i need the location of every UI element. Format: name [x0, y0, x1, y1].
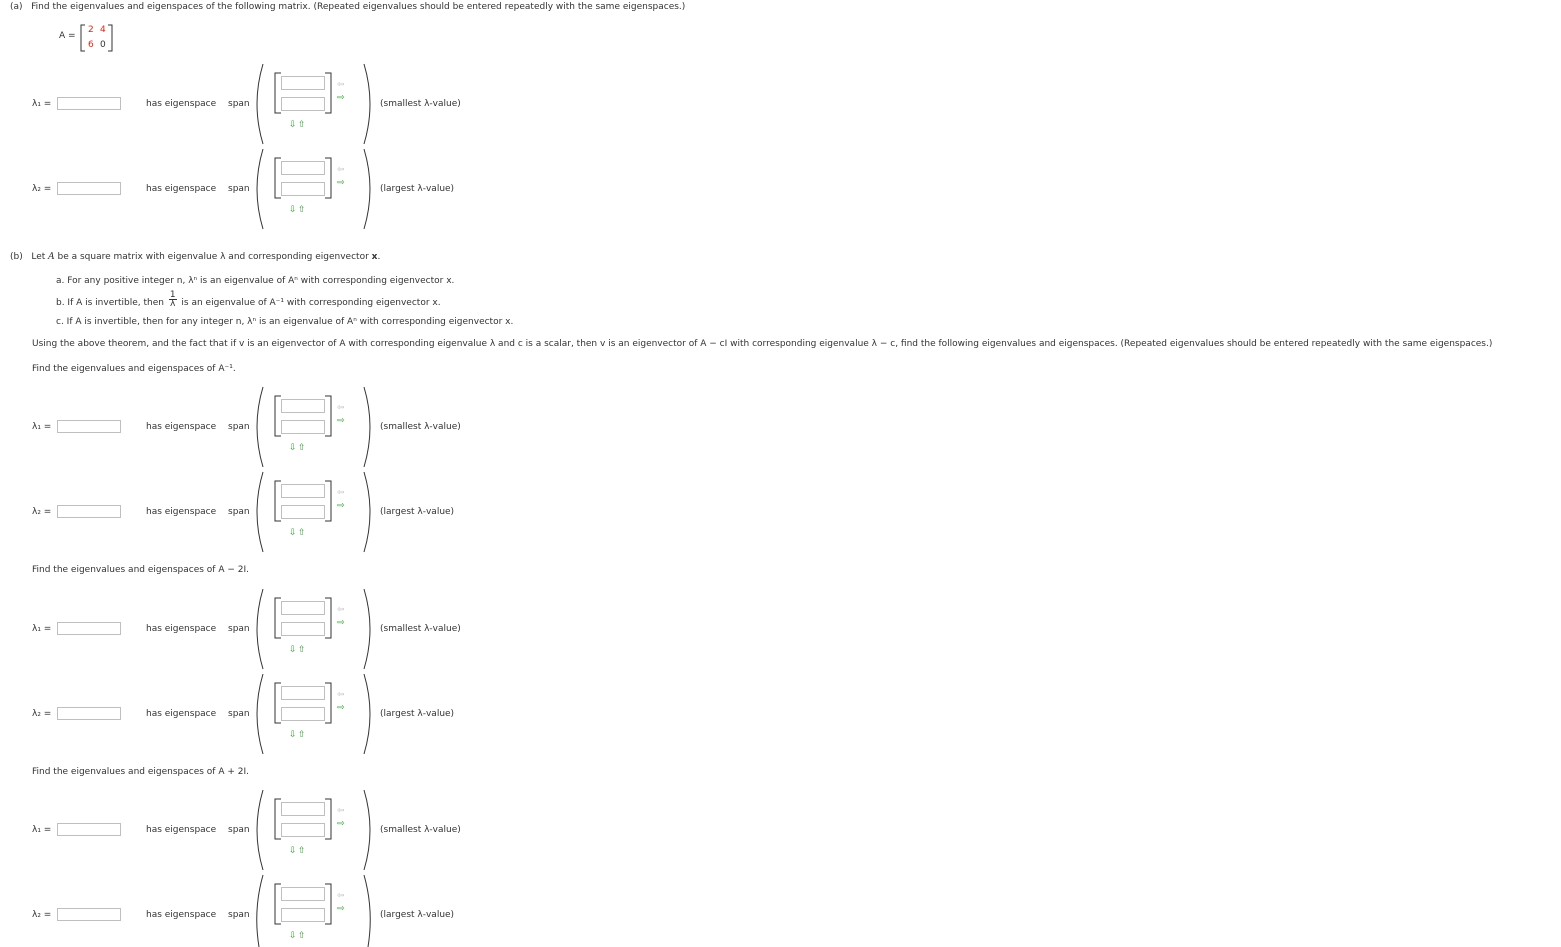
arrow-left-icon[interactable]: ⇦: [337, 605, 345, 615]
has-eigenspace-label: has eigenspace: [146, 507, 217, 517]
vector-entry-input[interactable]: [281, 686, 325, 700]
lambda2-input[interactable]: [57, 908, 121, 921]
span-label: span: [228, 709, 250, 719]
arrow-down-icon[interactable]: ⇩: [289, 205, 297, 215]
part-b-intro: [10, 252, 380, 263]
arrow-right-icon[interactable]: ⇨: [337, 93, 345, 103]
lambda2-label: λ₂ =: [32, 507, 52, 517]
largest-lambda-label: (largest λ-value): [380, 184, 455, 194]
right-bracket: [324, 883, 332, 925]
vector-entry-input[interactable]: [281, 887, 325, 901]
intro-text: .: [377, 252, 381, 262]
part-a-prompt-text: Find the eigenvalues and eigenspaces of the following matrix. (Repeated eigenvalues should be entered repeatedly with the same eigenspaces.): [31, 2, 686, 12]
right-bracket: [324, 597, 332, 639]
arrow-right-icon[interactable]: ⇨: [337, 618, 345, 628]
left-paren: [249, 874, 265, 947]
arrow-up-icon[interactable]: ⇧: [298, 730, 306, 740]
intro-vector-symbol: x: [371, 252, 378, 262]
vector-entry-input[interactable]: [281, 182, 325, 196]
arrow-left-icon[interactable]: ⇦: [337, 891, 345, 901]
has-eigenspace-label: has eigenspace: [146, 422, 217, 432]
span-label: span: [228, 910, 250, 920]
smallest-lambda-label: (smallest λ-value): [380, 422, 461, 432]
vector-entry-input[interactable]: [281, 484, 325, 498]
largest-lambda-label: (largest λ-value): [380, 910, 455, 920]
find-minus-heading: Find the eigenvalues and eigenspaces of A − 2I.: [32, 565, 249, 575]
right-bracket: [324, 480, 332, 522]
arrow-up-icon[interactable]: ⇧: [298, 120, 306, 130]
vector-entry-input[interactable]: [281, 707, 325, 721]
span-label: span: [228, 422, 250, 432]
lambda2-label: λ₂ =: [32, 910, 52, 920]
has-eigenspace-label: has eigenspace: [146, 910, 217, 920]
smallest-lambda-label: (smallest λ-value): [380, 99, 461, 109]
right-paren: [362, 673, 378, 755]
lambda1-label: λ₁ =: [32, 99, 52, 109]
find-inverse-heading: Find the eigenvalues and eigenspaces of A⁻¹.: [32, 364, 236, 374]
intro-lambda-symbol: λ: [220, 252, 226, 262]
vector-entry-input[interactable]: [281, 505, 325, 519]
right-paren: [362, 63, 378, 145]
arrow-right-icon[interactable]: ⇨: [337, 703, 345, 713]
lambda1-input[interactable]: [57, 420, 121, 433]
lambda1-input[interactable]: [57, 622, 121, 635]
matrix-entry: 2: [88, 25, 94, 35]
vector-entry-input[interactable]: [281, 161, 325, 175]
lambda2-input[interactable]: [57, 707, 121, 720]
arrow-right-icon[interactable]: ⇨: [337, 819, 345, 829]
arrow-down-icon[interactable]: ⇩: [289, 730, 297, 740]
vector-entry-input[interactable]: [281, 622, 325, 636]
right-bracket: [324, 72, 332, 114]
vector-entry-input[interactable]: [281, 823, 325, 837]
arrow-left-icon[interactable]: ⇦: [337, 80, 345, 90]
arrow-down-icon[interactable]: ⇩: [289, 931, 297, 941]
intro-text: be a square matrix with eigenvalue: [54, 252, 221, 262]
theorem-item-b: [56, 290, 441, 311]
right-bracket: [324, 395, 332, 437]
arrow-up-icon[interactable]: ⇧: [298, 931, 306, 941]
vector-entry-input[interactable]: [281, 420, 325, 434]
theorem-item-c: c. If A is invertible, then for any integer n, λⁿ is an eigenvalue of Aⁿ with corresponding eigenvector x.: [56, 317, 514, 327]
lambda2-input[interactable]: [57, 505, 121, 518]
left-paren: [249, 789, 265, 871]
span-label: span: [228, 825, 250, 835]
arrow-left-icon[interactable]: ⇦: [337, 690, 345, 700]
left-paren: [249, 673, 265, 755]
left-paren: [249, 588, 265, 670]
lambda2-input[interactable]: [57, 182, 121, 195]
theorem-item-a: a. For any positive integer n, λⁿ is an eigenvalue of Aⁿ with corresponding eigenvector x.: [56, 276, 455, 286]
right-paren: [362, 148, 378, 230]
arrow-down-icon[interactable]: ⇩: [289, 645, 297, 655]
find-plus-heading: Find the eigenvalues and eigenspaces of A + 2I.: [32, 767, 249, 777]
intro-text: Let: [31, 252, 49, 262]
matrix-entry: 6: [88, 40, 94, 50]
smallest-lambda-label: (smallest λ-value): [380, 825, 461, 835]
right-paren: [362, 471, 378, 553]
arrow-up-icon[interactable]: ⇧: [298, 846, 306, 856]
left-paren: [249, 471, 265, 553]
vector-entry-input[interactable]: [281, 97, 325, 111]
matrix-entry: 4: [100, 25, 106, 35]
right-bracket: [324, 157, 332, 199]
right-bracket: [324, 682, 332, 724]
has-eigenspace-label: has eigenspace: [146, 709, 217, 719]
fraction-numerator: 1: [169, 290, 176, 300]
has-eigenspace-label: has eigenspace: [146, 184, 217, 194]
vector-entry-input[interactable]: [281, 76, 325, 90]
lambda2-label: λ₂ =: [32, 184, 52, 194]
matrix-label: A =: [59, 31, 76, 41]
right-paren: [362, 588, 378, 670]
left-paren: [249, 386, 265, 468]
vector-entry-input[interactable]: [281, 908, 325, 922]
arrow-left-icon[interactable]: ⇦: [337, 165, 345, 175]
arrow-up-icon[interactable]: ⇧: [298, 205, 306, 215]
matrix-right-bracket: [107, 24, 113, 52]
right-paren: [362, 789, 378, 871]
largest-lambda-label: (largest λ-value): [380, 507, 455, 517]
has-eigenspace-label: has eigenspace: [146, 624, 217, 634]
left-paren: [249, 63, 265, 145]
arrow-left-icon[interactable]: ⇦: [337, 488, 345, 498]
part-a-prompt: [10, 2, 685, 13]
lambda1-label: λ₁ =: [32, 624, 52, 634]
arrow-down-icon[interactable]: ⇩: [289, 846, 297, 856]
lambda2-label: λ₂ =: [32, 709, 52, 719]
left-paren: [249, 148, 265, 230]
arrow-left-icon[interactable]: ⇦: [337, 403, 345, 413]
span-label: span: [228, 624, 250, 634]
right-paren: [362, 386, 378, 468]
arrow-left-icon[interactable]: ⇦: [337, 806, 345, 816]
largest-lambda-label: (largest λ-value): [380, 709, 455, 719]
fraction-denominator: λ: [170, 299, 176, 309]
arrow-down-icon[interactable]: ⇩: [289, 120, 297, 130]
one-over-lambda-fraction: [169, 291, 177, 308]
theorem-b-suffix: is an eigenvalue of A⁻¹ with corresponding eigenvector x.: [181, 298, 441, 308]
has-eigenspace-label: has eigenspace: [146, 825, 217, 835]
span-label: span: [228, 184, 250, 194]
arrow-right-icon[interactable]: ⇨: [337, 178, 345, 188]
vector-entry-input[interactable]: [281, 601, 325, 615]
arrow-up-icon[interactable]: ⇧: [298, 443, 306, 453]
right-paren: [362, 874, 378, 947]
arrow-right-icon[interactable]: ⇨: [337, 501, 345, 511]
theorem-b-prefix: b. If A is invertible, then: [56, 298, 164, 308]
using-theorem-text: Using the above theorem, and the fact that if v is an eigenvector of A with corresponding eigenvalue λ and c is a scalar, then v is an eigenvector of A − cI with corresponding eigenvalue λ − c, find the following eigenvalues and eigenspaces. (Repeated eigenvalues should be entered repeatedly with the same eigenspaces.): [32, 339, 1493, 349]
lambda1-label: λ₁ =: [32, 422, 52, 432]
span-label: span: [228, 99, 250, 109]
matrix-entry: 0: [100, 40, 106, 50]
arrow-up-icon[interactable]: ⇧: [298, 645, 306, 655]
span-label: span: [228, 507, 250, 517]
has-eigenspace-label: has eigenspace: [146, 99, 217, 109]
lambda1-input[interactable]: [57, 97, 121, 110]
part-b-label: (b): [10, 252, 23, 262]
vector-entry-input[interactable]: [281, 399, 325, 413]
arrow-right-icon[interactable]: ⇨: [337, 416, 345, 426]
lambda1-label: λ₁ =: [32, 825, 52, 835]
right-bracket: [324, 798, 332, 840]
arrow-up-icon[interactable]: ⇧: [298, 528, 306, 538]
arrow-down-icon[interactable]: ⇩: [289, 443, 297, 453]
smallest-lambda-label: (smallest λ-value): [380, 624, 461, 634]
arrow-right-icon[interactable]: ⇨: [337, 904, 345, 914]
intro-text: and corresponding eigenvector: [225, 252, 372, 262]
lambda1-input[interactable]: [57, 823, 121, 836]
part-a-label: (a): [10, 2, 23, 12]
vector-entry-input[interactable]: [281, 802, 325, 816]
intro-matrix-symbol: A: [48, 252, 55, 262]
arrow-down-icon[interactable]: ⇩: [289, 528, 297, 538]
matrix-left-bracket: [80, 24, 86, 52]
